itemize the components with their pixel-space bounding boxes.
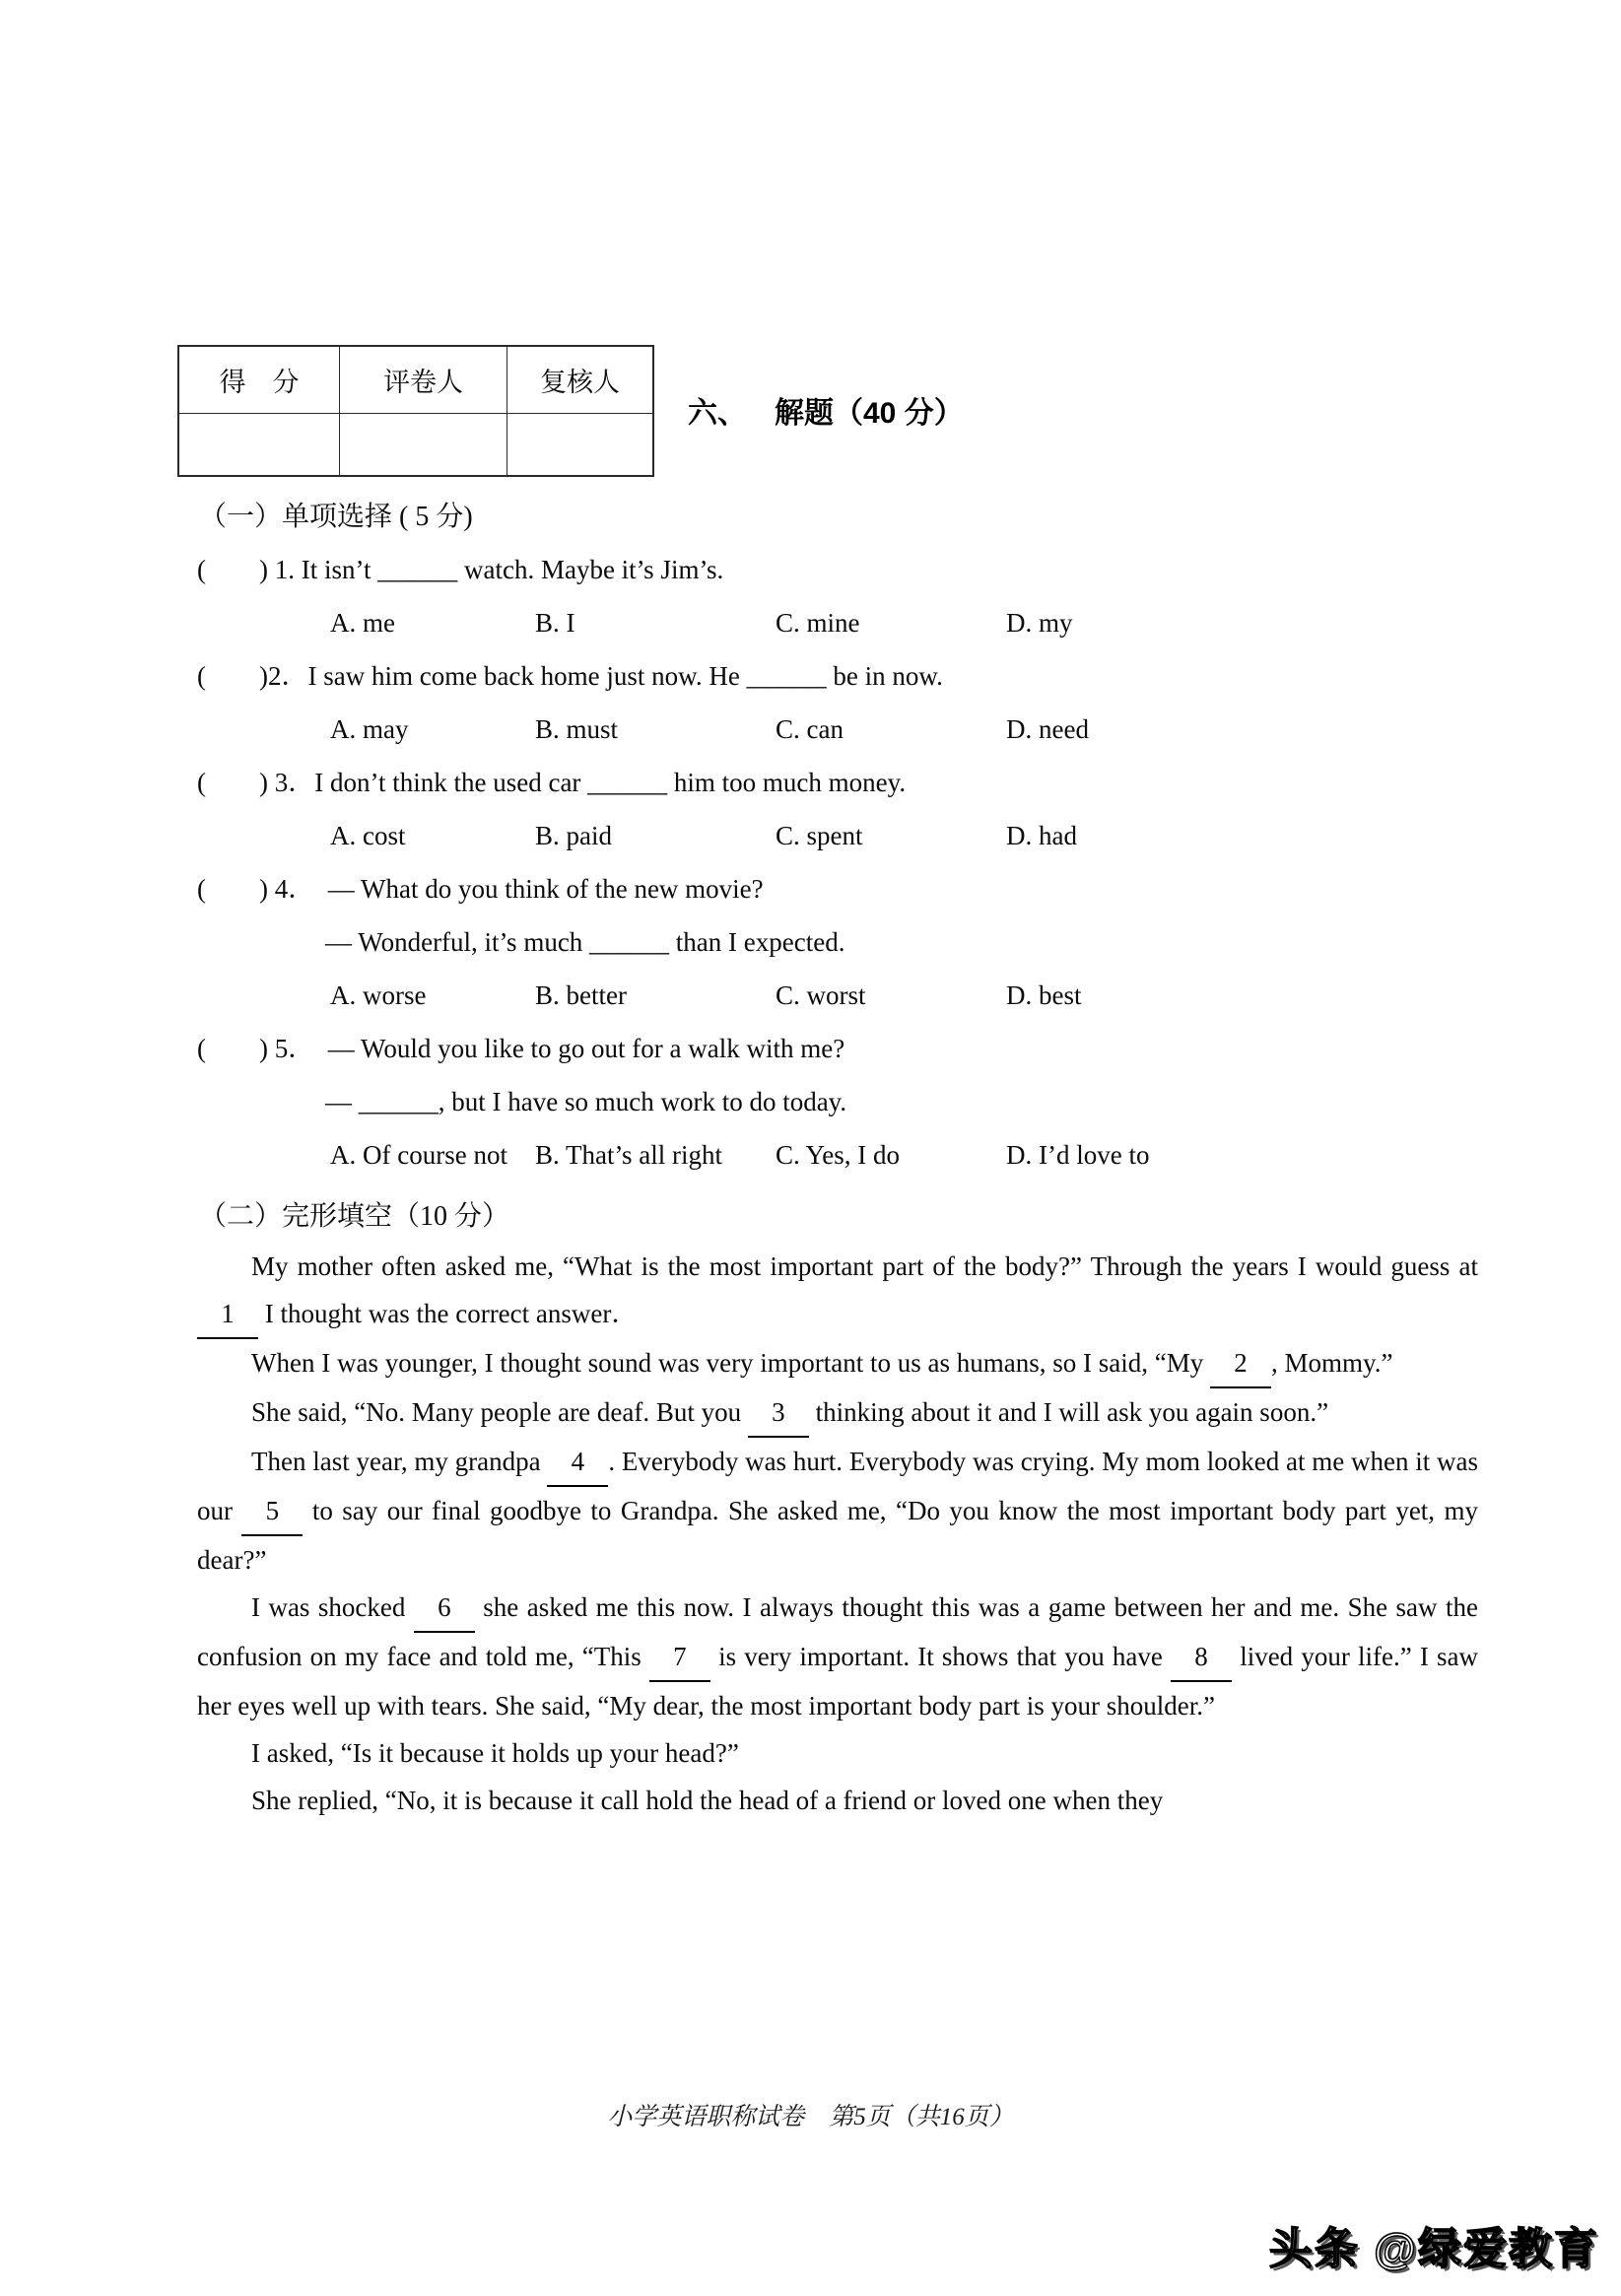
cloze-paragraph: She replied, “No, it is because it call hold the head of a friend or loved one when they: [251, 1786, 1164, 1815]
exam-content: [197, 498, 1478, 1824]
cloze-paragraph: She said, “No. Many people are deaf. But you 3 thinking about it and I will ask you again soon.”: [197, 1388, 1478, 1438]
section-six-label: 解题（40 分）: [775, 397, 964, 430]
option-c: C. spent: [776, 821, 863, 850]
grader-label-cell: 评卷人: [340, 346, 507, 414]
part2-heading: （二）完形填空（10 分）: [199, 1201, 510, 1232]
cloze-paragraph: My mother often asked me, “What is the most important part of the body?” Through the years I would guess at 1 I thought was the correct answer．: [197, 1243, 1478, 1339]
section-six-numeral: 六、: [688, 397, 747, 430]
cloze-blank-7: 7: [649, 1633, 710, 1682]
option-b: B. That’s all right: [535, 1140, 722, 1170]
option-a: A. me: [330, 608, 395, 638]
reviewer-label-cell: 复核人: [507, 346, 654, 414]
grader-value-cell: [340, 414, 507, 477]
option-c: C. mine: [776, 608, 860, 638]
cloze-blank-5: 5: [241, 1487, 303, 1536]
option-a: A. worse: [330, 980, 427, 1010]
option-c: C. worst: [776, 980, 866, 1010]
section-six-heading: [688, 388, 964, 432]
question-line-2: — Wonderful, it’s much ______ than I expected.: [325, 927, 845, 957]
part1-heading: （一）单项选择 ( 5 分): [199, 502, 473, 532]
option-d: D. had: [1006, 821, 1077, 850]
question-line-2: — ______, but I have so much work to do today.: [325, 1087, 847, 1116]
options-row: [197, 596, 1478, 649]
score-table: [177, 345, 654, 477]
reviewer-value-cell: [507, 414, 654, 477]
score-label-cell: 得 分: [178, 346, 340, 414]
page-footer: 小学英语职称试卷 第5页（共16页）: [607, 2104, 1014, 2130]
score-table-row: [177, 345, 964, 477]
question-line: ( ) 3．I don’t think the used car ______ him too much money.: [197, 768, 907, 797]
cloze-paragraph: I asked, “Is it because it holds up your head?”: [251, 1738, 739, 1768]
question-line: ( ) 5． — Would you like to go out for a walk with me?: [197, 1034, 845, 1063]
option-b: B. must: [535, 714, 619, 744]
option-b: B. I: [535, 608, 575, 638]
option-a: A. cost: [330, 821, 406, 850]
option-d: D. need: [1006, 714, 1089, 744]
question-1: [197, 543, 1478, 649]
cloze-blank-2: 2: [1210, 1339, 1271, 1388]
cloze-blank-3: 3: [748, 1388, 809, 1438]
option-b: B. better: [535, 980, 627, 1010]
question-3: [197, 756, 1478, 862]
score-value-cell: [178, 414, 340, 477]
watermark: 头条 @绿爱教育: [1268, 2225, 1599, 2273]
question-5: [197, 1022, 1478, 1182]
option-c: C. can: [776, 714, 844, 744]
question-2: [197, 649, 1478, 756]
cloze-blank-8: 8: [1171, 1633, 1232, 1682]
option-a: A. Of course not: [330, 1140, 507, 1170]
option-a: A. may: [330, 714, 409, 744]
question-4: [197, 862, 1478, 1022]
cloze-blank-4: 4: [547, 1438, 608, 1487]
cloze-paragraph: Then last year, my grandpa 4 . Everybody was hurt. Everybody was crying. My mom looked at me when it was our 5 to say our final goodbye to Grandpa. She asked me, “Do you know the most important body part yet, my dear?”: [197, 1438, 1478, 1584]
question-line: ( ) 1. It isn’t ______ watch. Maybe it’s Jim’s.: [197, 555, 724, 584]
score-table-blank-row: [178, 414, 653, 477]
options-row: [197, 703, 1478, 756]
cloze-blank-1: 1: [197, 1290, 258, 1339]
option-d: D. my: [1006, 608, 1073, 638]
option-c: C. Yes, I do: [776, 1140, 901, 1170]
cloze-paragraph: I was shocked 6 she asked me this now. I always thought this was a game between her and me. She saw the confusion on my face and told me, “This 7 is very important. It shows that you have 8 lived your life.” I saw her eyes well up with tears. She said, “My dear, the most important body part is your shoulder.”: [197, 1584, 1478, 1729]
options-row: [197, 809, 1478, 862]
question-line: ( ) 4． — What do you think of the new movie?: [197, 874, 764, 904]
cloze-blank-6: 6: [414, 1584, 475, 1633]
option-d: D. best: [1006, 980, 1082, 1010]
cloze-paragraph: When I was younger, I thought sound was very important to us as humans, so I said, “My 2 , Mommy.”: [197, 1339, 1478, 1388]
option-b: B. paid: [535, 821, 612, 850]
options-row: [197, 1128, 1478, 1182]
cloze-passage: [197, 1243, 1478, 1824]
options-row: [197, 969, 1478, 1022]
question-line: ( )2．I saw him come back home just now. He ______ be in now.: [197, 661, 943, 691]
score-table-header-row: [178, 346, 653, 414]
option-d: D. I’d love to: [1006, 1140, 1150, 1170]
